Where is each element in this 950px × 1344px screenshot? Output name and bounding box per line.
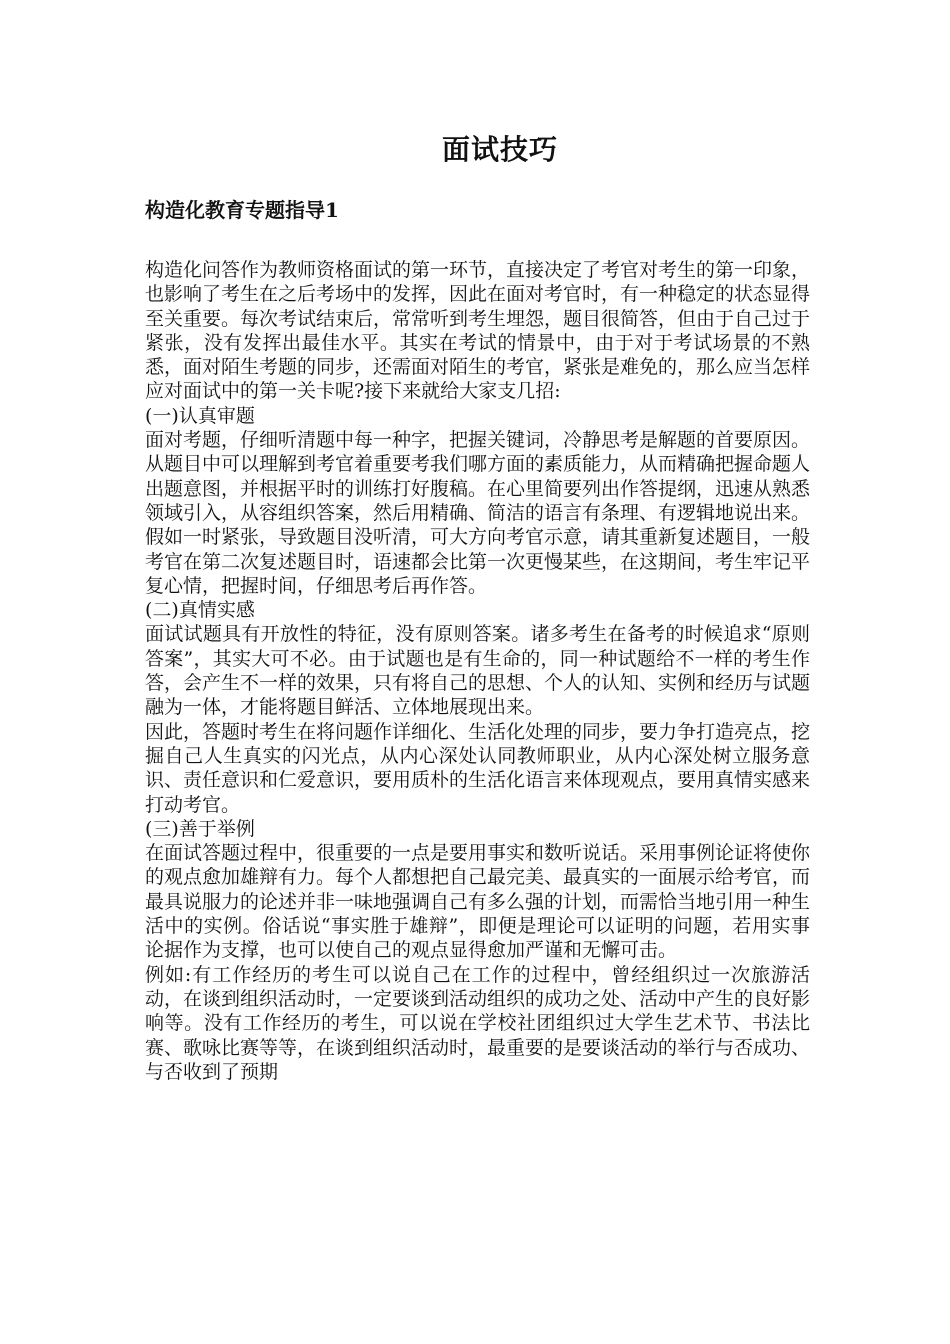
heading-careful-reading: (一)认真审题 <box>145 404 255 427</box>
page-title: 面试技巧 <box>441 133 558 166</box>
paragraph-open-questions: 面试试题具有开放性的特征，没有原则答案。诸多考生在备考的时候追求“原则答案”，其实大可不必。由于试题也是有生命的，同一种试题给不一样的考生作答，会产生不一样的效果，只有将自己的思想、个人的认知、实例和经历与试题融为一体，才能将题目鲜活、立体地展现出来。 <box>145 623 811 719</box>
paragraph-careful-reading: 面对考题，仔细听清题中每一种字，把握关键词，冷静思考是解题的首要原因。从题目中可以理解到考官着重要考我们哪方面的素质能力，从而精确把握命题人出题意图，并根据平时的训练打好腹稿。在心里简要列出作答提纲，迅速从熟悉领域引入，从容组织答案，然后用精确、简洁的语言有条理、有逻辑地说出来。 <box>145 429 811 524</box>
paragraph-ask-repeat: 假如一时紧张，导致题目没听清，可大方向考官示意，请其重新复述题目，一般考官在第二次复述题目时，语速都会比第一次更慢某些，在这期间，考生牢记平复心情，把握时间，仔细思考后再作答。 <box>145 526 811 597</box>
heading-examples: (三)善于举例 <box>145 817 255 840</box>
paragraph-use-facts: 在面试答题过程中，很重要的一点是要用事实和数听说话。采用事例论证将使你的观点愈加雄辩有力。每个人都想把自己最完美、最真实的一面展示给考官，而最具说服力的论述并非一味地强调自己有多么强的计划，而需恰当地引用一种生活中的实例。俗话说“事实胜于雄辩”，即便是理论可以证明的问题，若用实事论据作为支撑，也可以使自己的观点显得愈加严谨和无懈可击。 <box>145 842 811 962</box>
paragraph-example: 例如:有工作经历的考生可以说自己在工作的过程中，曾经组织过一次旅游活动，在谈到组织活动时，一定要谈到活动组织的成功之处、活动中产生的良好影响等。没有工作经历的考生，可以说在学校社团组织过大学生艺术节、书法比赛、歌咏比赛等等，在谈到组织活动时，最重要的是要谈活动的举行与否成功、与否收到了预期 <box>145 963 811 1083</box>
heading-sincerity: (二)真情实感 <box>145 599 255 622</box>
paragraph-highlights: 因此，答题时考生在将问题作详细化、生活化处理的同步，要力争打造亮点，挖掘自己人生真实的闪光点，从内心深处认同教师职业，从内心深处树立服务意识、责任意识和仁爱意识，要用质朴的生活化语言来体现观点，要用真情实感来打动考官。 <box>145 720 811 816</box>
document-body <box>145 258 810 1084</box>
paragraph-intro: 构造化问答作为教师资格面试的第一环节，直接决定了考官对考生的第一印象，也影响了考生在之后考场中的发挥，因此在面对考官时，有一种稳定的状态显得至关重要。每次考试结束后，常常听到考生埋怨，题目很简答，但由于自己过于紧张，没有发挥出最佳水平。其实在考试的情景中，由于对于考试场景的不熟悉，面对陌生考题的同步，还需面对陌生的考官，紧张是难免的，那么应当怎样应对面试中的第一关卡呢?接下来就给大家支几招: <box>145 259 811 403</box>
section-subtitle: 构造化教育专题指导1 <box>145 198 339 222</box>
